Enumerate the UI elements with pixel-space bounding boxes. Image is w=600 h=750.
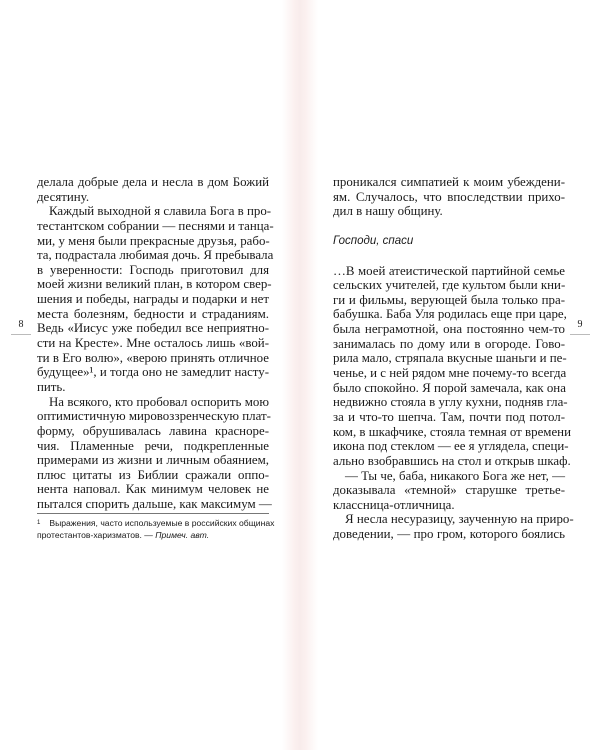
text-line: доведении, — про гром, которого боялись: [333, 527, 565, 542]
text-line: в уверенности: Господь приготовил для: [37, 262, 269, 277]
text-line: нента наповал. Как минимум человек не: [37, 482, 269, 497]
text-line: …В моей атеистической партийной семье: [333, 263, 565, 278]
footnote-line-2: протестантов-харизматов. —: [37, 530, 153, 540]
text-line: места болезням, бедности и страданиям.: [37, 306, 269, 321]
text-line: недвижно стояла в углу кухни, подняв гла-: [333, 395, 568, 410]
text-line: сельских учителей, где культом были кни-: [333, 278, 566, 293]
text-line: ком, в шкафчике, стояла темная от времени: [333, 424, 571, 439]
footnote-marker: 1: [37, 520, 41, 526]
text-line: сти на Кресте». Мне осталось лишь «вой-: [37, 336, 269, 351]
text-line: та, подрастала любимая дочь. Я пребывала: [37, 248, 274, 263]
text-line: На всякого, кто пробовал оспорить мою: [49, 394, 269, 409]
text-line: — Ты че, баба, никакого Бога же нет, —: [345, 468, 565, 483]
text-line: шения и победы, награды и подарки и нет: [37, 292, 269, 307]
text-line: было спокойно. Я порой замечала, как она: [333, 380, 566, 395]
text-line: пить.: [37, 379, 66, 394]
left-page-text: [37, 175, 274, 512]
text-line: за и что-то шепча. Там, почти под потол-: [333, 409, 565, 424]
footnote: [37, 517, 275, 541]
text-line: ально взобравшись на стол и открыв шкаф.: [333, 453, 571, 468]
text-line: проникался симпатией к моим убеждени-: [333, 175, 565, 189]
page-number-left: 8: [12, 319, 30, 330]
section-heading: Господи, спаси: [333, 234, 414, 247]
text-line: классница-отличница.: [333, 497, 455, 512]
text-line: ченье, и с ней рядом мне почему-то всегда: [333, 366, 567, 381]
text-line: занималась по дому или в огороде. Гово-: [333, 336, 565, 351]
text-line: была неграмотной, она постоянно чем-то: [333, 322, 565, 337]
text-line: примерами из жизни и личным обаянием,: [37, 453, 269, 468]
footnote-note: Примеч. авт.: [155, 530, 210, 540]
footnote-divider: [37, 513, 269, 514]
text-line: ми, у меня были прекрасные друзья, рабо-: [37, 233, 270, 248]
text-line: оптимистичную мировоззренческую плат-: [37, 409, 271, 424]
text-line: будущее»¹, и тогда оно не замедлит насту-: [37, 365, 269, 380]
text-line: икона под стеклом — ее я углядела, специ-: [333, 439, 569, 454]
paragraph: [37, 204, 274, 394]
book-gutter: [282, 0, 318, 750]
paragraph: [37, 175, 269, 204]
text-line: ги и фильмы, верующей была только пра-: [333, 292, 565, 307]
text-line: Ведь «Иисус уже победил все неприятно-: [37, 321, 269, 336]
text-line: Я несла несуразицу, заученную на приро-: [345, 512, 574, 527]
right-page-text: [333, 175, 574, 542]
paragraph: [333, 512, 574, 542]
page-number-right: 9: [571, 319, 589, 330]
text-line: пытался спорить дальше, как максимум —: [37, 497, 272, 512]
text-line: форму, обрушивалась лавина красноре-: [37, 423, 269, 438]
text-line: моей жизни великий план, в котором свер-: [37, 277, 272, 292]
text-line: рила мало, стряпала вкусные шаньги и пе-: [333, 351, 567, 366]
text-line: доказывала «темной» старушке третье-: [333, 483, 565, 498]
text-line: ти в Его волю», «верою принять отличное: [37, 350, 269, 365]
text-line: чия. Пламенные речи, подкрепленные: [37, 438, 269, 453]
footnote-line-1: Выражения, часто используемые в российских общинах: [49, 518, 275, 528]
text-line: делала добрые дела и несла в дом Божий: [37, 175, 269, 189]
paragraph: [333, 263, 571, 469]
paragraph: [333, 469, 565, 513]
text-line: десятину.: [37, 189, 90, 204]
paragraph: [37, 394, 272, 512]
text-line: дил в нашу общину.: [333, 204, 443, 219]
text-line: плюс цитаты из Библии сражали оппо-: [37, 467, 269, 482]
text-line: ям. Случалось, что впоследствии прихо-: [333, 189, 565, 204]
text-line: тестантском собрании — песнями и танца-: [37, 218, 274, 233]
paragraph: [333, 175, 565, 219]
text-line: Каждый выходной я славила Бога в про-: [49, 204, 272, 219]
text-line: бабушка. Баба Уля родилась еще при царе,: [333, 307, 567, 322]
